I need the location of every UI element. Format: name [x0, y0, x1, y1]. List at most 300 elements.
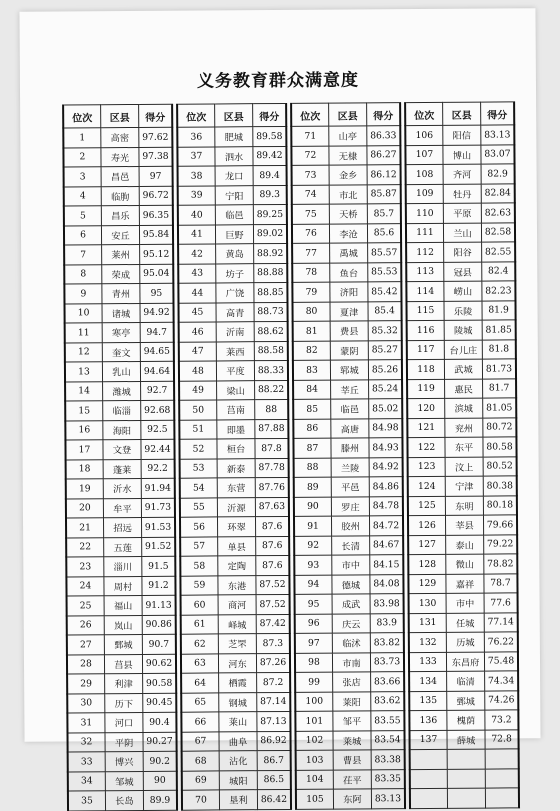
score-cell: 88.73	[254, 302, 288, 322]
region-cell: 环翠	[217, 517, 255, 537]
rank-cell: 123	[408, 457, 446, 477]
score-cell: 86.7	[257, 750, 291, 770]
rank-cell: 116	[407, 320, 445, 340]
rank-cell: 92	[294, 536, 332, 556]
score-cell: 85.7	[367, 204, 401, 224]
rank-cell: 90	[294, 497, 332, 517]
table-row	[66, 537, 175, 557]
score-cell: 87.14	[257, 692, 291, 712]
score-cell: 92.68	[141, 400, 175, 420]
rank-cell: 103	[296, 750, 334, 770]
score-cell: 85.02	[369, 399, 403, 419]
region-cell: 台儿庄	[444, 340, 482, 360]
rank-cell: 131	[409, 613, 447, 633]
score-cell: 97.38	[139, 147, 173, 167]
table-row	[292, 165, 401, 185]
rank-cell: 112	[406, 242, 444, 262]
region-cell: 坊子	[216, 263, 254, 283]
score-cell: 90.27	[143, 732, 177, 752]
region-cell: 巨野	[215, 224, 253, 244]
rank-cell	[410, 749, 448, 769]
score-cell: 94.65	[140, 342, 174, 362]
region-cell: 牡丹	[443, 184, 481, 204]
score-cell: 87.63	[255, 497, 289, 517]
score-cell: 90.58	[143, 673, 177, 693]
table-row	[63, 127, 172, 147]
region-cell: 天桥	[329, 204, 367, 224]
rank-cell: 29	[67, 674, 105, 694]
header-rank: 位次	[63, 105, 101, 128]
table-row	[407, 359, 516, 379]
score-cell: 96.35	[139, 205, 173, 225]
region-cell: 泰山	[446, 535, 484, 555]
table-row	[66, 517, 175, 537]
table-row	[409, 632, 518, 652]
score-cell: 91.5	[142, 556, 176, 576]
table-row	[407, 378, 516, 398]
region-cell: 肥城	[215, 127, 253, 147]
region-cell: 栖霞	[219, 673, 257, 693]
rank-cell: 81	[293, 321, 331, 341]
rank-cell: 76	[292, 224, 330, 244]
score-cell: 94.7	[140, 322, 174, 342]
score-cell: 84.78	[369, 496, 403, 516]
header-region: 区县	[101, 104, 139, 127]
region-cell: 五莲	[104, 537, 142, 557]
table-row	[182, 770, 291, 790]
table-row	[67, 654, 176, 674]
score-cell: 81.7	[483, 378, 517, 398]
rank-cell: 95	[295, 594, 333, 614]
region-cell: 阳谷	[444, 242, 482, 262]
score-cell: 87.8	[255, 438, 289, 458]
region-cell: 岚山	[104, 615, 142, 635]
region-cell: 临沭	[332, 633, 370, 653]
table-row	[181, 633, 290, 653]
score-cell: 87.52	[256, 575, 290, 595]
table-row	[408, 476, 517, 496]
region-cell: 黄岛	[216, 244, 254, 264]
table-row	[181, 614, 290, 634]
table-row	[179, 399, 288, 419]
table-row	[178, 204, 287, 224]
rank-cell: 111	[406, 223, 444, 243]
score-cell: 80.58	[483, 437, 517, 457]
rank-cell: 137	[409, 730, 447, 750]
region-cell: 平原	[443, 203, 481, 223]
table-row	[67, 615, 176, 635]
region-cell: 兰陵	[331, 457, 369, 477]
region-cell	[447, 749, 485, 769]
score-cell: 87.78	[255, 458, 289, 478]
region-cell: 市南	[332, 652, 370, 672]
table-row	[294, 477, 403, 497]
score-cell: 87.42	[256, 614, 290, 634]
region-cell	[447, 769, 485, 789]
score-cell: 85.53	[368, 262, 402, 282]
region-cell: 高青	[216, 302, 254, 322]
rank-cell: 75	[292, 204, 330, 224]
rank-cell: 113	[406, 262, 444, 282]
table-row	[406, 183, 515, 203]
score-cell: 82.55	[482, 242, 516, 262]
page-title: 义务教育群众满意度	[196, 70, 360, 92]
score-cell: 95.12	[140, 244, 174, 264]
table-row	[63, 147, 172, 167]
score-cell: 90.2	[143, 751, 177, 771]
region-cell: 槐荫	[447, 710, 485, 730]
table-block-3	[290, 102, 406, 809]
table-row	[68, 751, 177, 771]
score-cell: 90.62	[142, 654, 176, 674]
table-row	[67, 712, 176, 732]
table-row	[295, 652, 404, 672]
region-cell: 东阿	[333, 789, 371, 809]
rank-cell: 10	[64, 303, 102, 323]
region-cell: 兰山	[443, 223, 481, 243]
region-cell: 广饶	[216, 283, 254, 303]
rank-cell: 57	[180, 536, 218, 556]
region-cell: 海阳	[103, 420, 141, 440]
table-row	[407, 398, 516, 418]
table-row	[409, 593, 518, 613]
table-row	[292, 204, 401, 224]
header-rank: 位次	[405, 102, 443, 125]
table-row	[181, 731, 290, 751]
region-cell: 历城	[446, 632, 484, 652]
table-row	[292, 301, 401, 321]
rank-cell: 59	[180, 575, 218, 595]
score-cell: 86.92	[257, 731, 291, 751]
rank-cell: 52	[179, 439, 217, 459]
table-row	[296, 769, 405, 789]
region-cell: 历下	[105, 693, 143, 713]
rank-cell: 114	[406, 281, 444, 301]
score-cell: 83.13	[481, 125, 515, 145]
region-cell: 费县	[330, 321, 368, 341]
region-cell	[447, 788, 485, 808]
table-row	[65, 322, 174, 342]
rank-cell: 41	[178, 224, 216, 244]
rank-cell	[410, 788, 448, 808]
table-row	[410, 788, 519, 808]
table-row	[406, 222, 515, 242]
score-cell: 90.45	[143, 693, 177, 713]
header-score: 得分	[139, 104, 173, 127]
region-cell: 宁阳	[215, 185, 253, 205]
score-cell: 87.52	[256, 594, 290, 614]
region-cell: 东平	[445, 437, 483, 457]
region-cell: 莱山	[219, 712, 257, 732]
rank-cell: 20	[66, 498, 104, 518]
rank-cell: 49	[179, 380, 217, 400]
table-row	[64, 264, 173, 284]
table-row	[405, 144, 514, 164]
region-cell: 莘县	[445, 515, 483, 535]
region-cell: 禹城	[330, 243, 368, 263]
score-cell: 91.13	[142, 595, 176, 615]
rank-cell: 2	[63, 147, 101, 167]
table-row	[178, 185, 287, 205]
region-cell: 山亭	[329, 126, 367, 146]
table-row	[291, 126, 400, 146]
rank-cell: 13	[65, 362, 103, 382]
header-rank: 位次	[291, 103, 329, 126]
score-cell: 87.76	[255, 477, 289, 497]
score-cell: 82.58	[481, 222, 515, 242]
rank-cell: 78	[292, 263, 330, 283]
table-row	[179, 380, 288, 400]
region-cell: 即墨	[217, 419, 255, 439]
table-row	[406, 203, 515, 223]
rank-cell: 67	[181, 731, 219, 751]
table-row	[294, 555, 403, 575]
score-cell: 94.92	[140, 303, 174, 323]
region-cell: 夏津	[330, 301, 368, 321]
region-cell: 蓬莱	[103, 459, 141, 479]
score-cell: 83.13	[371, 789, 405, 809]
rank-cell: 61	[181, 614, 219, 634]
score-cell: 85.4	[368, 301, 402, 321]
rank-cell: 51	[179, 419, 217, 439]
score-cell: 82.84	[481, 183, 515, 203]
score-cell: 74.34	[485, 671, 519, 691]
score-cell: 92.7	[141, 381, 175, 401]
table-row	[180, 516, 289, 536]
header-score: 得分	[367, 103, 401, 126]
score-cell: 77.6	[484, 593, 518, 613]
region-cell: 庆云	[332, 613, 370, 633]
score-cell: 82.4	[482, 261, 516, 281]
rank-cell: 48	[179, 361, 217, 381]
rank-cell: 28	[67, 654, 105, 674]
score-cell: 86.27	[367, 145, 401, 165]
rank-cell: 11	[65, 323, 103, 343]
table-row	[65, 439, 174, 459]
table-block-1	[62, 104, 178, 811]
region-cell: 河东	[218, 653, 256, 673]
rank-cell: 58	[180, 556, 218, 576]
table-row	[294, 535, 403, 555]
region-cell: 平阴	[105, 732, 143, 752]
region-cell: 牟平	[103, 498, 141, 518]
rank-cell: 83	[293, 360, 331, 380]
table-row	[66, 498, 175, 518]
table-row	[178, 302, 287, 322]
rank-cell: 19	[66, 479, 104, 499]
table-row	[177, 146, 286, 166]
score-cell: 89.02	[253, 224, 287, 244]
region-cell: 曹县	[333, 750, 371, 770]
region-cell: 平度	[216, 361, 254, 381]
rank-cell: 31	[67, 713, 105, 733]
region-cell: 东营	[217, 478, 255, 498]
region-cell: 陵城	[444, 320, 482, 340]
region-cell: 曲阜	[219, 731, 257, 751]
rank-cell: 27	[67, 635, 105, 655]
table-row	[181, 692, 290, 712]
score-cell: 97.62	[139, 127, 173, 147]
region-cell: 兖州	[445, 418, 483, 438]
rank-cell: 46	[179, 322, 217, 342]
score-cell: 78.82	[484, 554, 518, 574]
score-cell: 89.58	[253, 126, 287, 146]
region-cell: 平邑	[331, 477, 369, 497]
table-row	[292, 243, 401, 263]
rank-cell: 99	[295, 672, 333, 692]
region-cell: 乐陵	[444, 301, 482, 321]
rank-cell: 85	[293, 399, 331, 419]
table-row	[67, 595, 176, 615]
table-block-2	[176, 103, 292, 810]
table-block-4	[404, 101, 520, 808]
score-cell: 84.67	[370, 535, 404, 555]
table-row	[181, 711, 290, 731]
table-row	[181, 653, 290, 673]
region-cell: 淄川	[104, 556, 142, 576]
rank-cell: 69	[182, 770, 220, 790]
region-cell: 龙口	[215, 166, 253, 186]
score-cell: 75.48	[484, 651, 518, 671]
table-row	[410, 768, 519, 788]
rank-cell: 39	[178, 185, 216, 205]
region-cell: 临淄	[103, 400, 141, 420]
table-row	[294, 516, 403, 536]
score-cell: 83.9	[370, 613, 404, 633]
table-row	[67, 634, 176, 654]
score-cell: 91.2	[142, 576, 176, 596]
score-cell: 85.26	[368, 360, 402, 380]
score-cell: 84.92	[369, 457, 403, 477]
table-row	[64, 225, 173, 245]
table-row	[178, 243, 287, 263]
rank-cell: 110	[406, 203, 444, 223]
document-page	[19, 8, 540, 808]
table-row	[181, 672, 290, 692]
rank-cell: 38	[178, 166, 216, 186]
header-score: 得分	[481, 102, 515, 125]
score-cell: 82.23	[482, 281, 516, 301]
rank-cell: 25	[67, 596, 105, 616]
region-cell: 周村	[104, 576, 142, 596]
rank-cell: 98	[295, 653, 333, 673]
rank-cell: 73	[292, 165, 330, 185]
rank-cell: 17	[65, 440, 103, 460]
score-cell: 88.58	[254, 341, 288, 361]
rank-cell: 129	[408, 574, 446, 594]
region-cell: 梁山	[217, 380, 255, 400]
rank-cell: 30	[67, 693, 105, 713]
rank-cell: 71	[291, 126, 329, 146]
score-cell: 90.4	[143, 712, 177, 732]
rank-cell: 77	[292, 243, 330, 263]
score-cell: 81.9	[482, 300, 516, 320]
rank-cell: 45	[178, 302, 216, 322]
rank-cell: 121	[407, 418, 445, 438]
region-cell: 临邑	[215, 205, 253, 225]
rank-cell: 72	[291, 146, 329, 166]
score-cell: 90.86	[142, 615, 176, 635]
score-cell: 83.82	[370, 633, 404, 653]
region-cell: 鄄城	[104, 634, 142, 654]
rank-cell: 34	[68, 771, 106, 791]
region-cell: 垦利	[219, 790, 257, 810]
score-cell: 95.84	[139, 225, 173, 245]
rank-cell: 118	[407, 359, 445, 379]
table-header-row	[63, 104, 172, 128]
table-row	[65, 342, 174, 362]
region-cell: 成武	[332, 594, 370, 614]
table-row	[64, 244, 173, 264]
region-cell: 莱州	[102, 244, 140, 264]
score-cell: 83.55	[371, 711, 405, 731]
rank-cell: 132	[409, 632, 447, 652]
rank-cell: 4	[64, 186, 102, 206]
table-row	[407, 320, 516, 340]
rank-cell: 60	[181, 595, 219, 615]
table-row	[180, 575, 289, 595]
score-cell: 92.44	[141, 439, 175, 459]
table-row	[296, 750, 405, 770]
rank-cell: 16	[65, 420, 103, 440]
rank-cell: 104	[296, 770, 334, 790]
rank-cell: 97	[295, 633, 333, 653]
region-cell: 武城	[444, 359, 482, 379]
score-cell: 81.05	[483, 398, 517, 418]
rank-cell: 5	[64, 206, 102, 226]
table-row	[68, 790, 177, 810]
table-row	[294, 496, 403, 516]
table-row	[409, 690, 518, 710]
region-cell: 郓城	[330, 360, 368, 380]
region-cell: 沾化	[219, 751, 257, 771]
score-cell: 88.62	[254, 321, 288, 341]
header-rank: 位次	[177, 104, 215, 127]
rank-cell: 86	[293, 419, 331, 439]
table-row	[407, 339, 516, 359]
score-cell: 72.8	[485, 729, 519, 749]
rank-cell: 130	[409, 593, 447, 613]
score-cell: 87.88	[255, 419, 289, 439]
rank-cell: 96	[295, 614, 333, 634]
region-cell: 商河	[218, 595, 256, 615]
table-header-row	[405, 102, 514, 126]
score-cell: 80.38	[483, 476, 517, 496]
rank-cell: 117	[407, 340, 445, 360]
score-cell: 76.22	[484, 632, 518, 652]
table-row	[179, 360, 288, 380]
region-cell: 城阳	[219, 770, 257, 790]
rank-cell: 100	[295, 692, 333, 712]
rank-cell: 3	[64, 167, 102, 187]
table-row	[293, 399, 402, 419]
table-row	[406, 300, 515, 320]
score-cell: 84.93	[369, 438, 403, 458]
region-cell: 市中	[332, 555, 370, 575]
region-cell: 阳信	[443, 125, 481, 145]
rank-cell: 33	[68, 752, 106, 772]
table-row	[179, 341, 288, 361]
score-cell: 80.18	[483, 495, 517, 515]
score-cell: 88.88	[254, 263, 288, 283]
rank-cell: 53	[180, 458, 218, 478]
table-row	[406, 164, 515, 184]
score-cell: 84.15	[370, 555, 404, 575]
region-cell: 无棣	[329, 145, 367, 165]
region-cell: 沂水	[103, 478, 141, 498]
region-cell: 长清	[332, 535, 370, 555]
region-cell: 高唐	[331, 418, 369, 438]
